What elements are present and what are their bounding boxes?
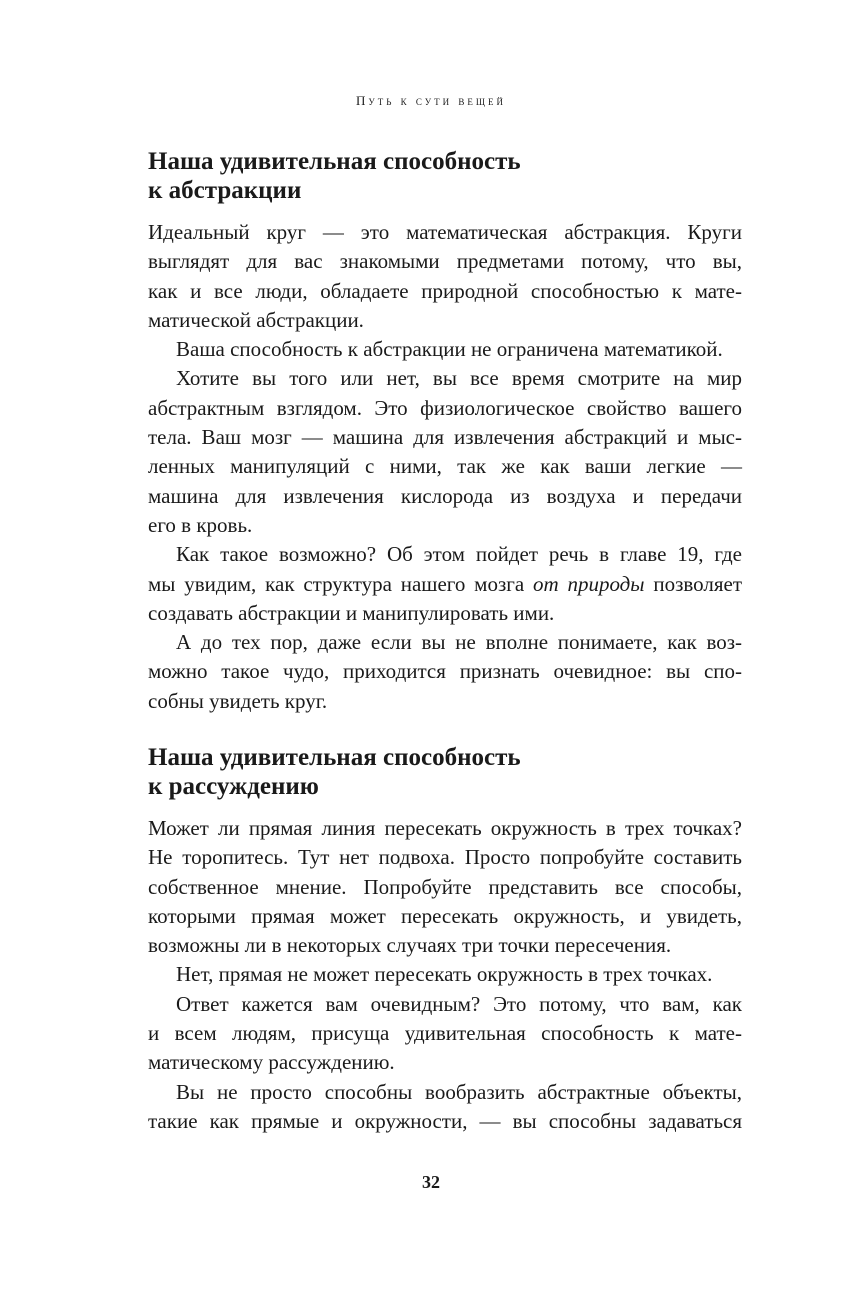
text-line: выглядят для вас знакомыми предметами потому, что вы,: [148, 249, 742, 274]
text-line: Ответ кажется вам очевидным? Это потому, что вам, как: [176, 991, 742, 1016]
text-line: создавать абстракции и манипулировать ими.: [148, 600, 555, 625]
page-number: 32: [422, 1172, 440, 1192]
text-line: собны увидеть круг.: [148, 688, 328, 713]
running-header: Путь к сути вещей: [355, 93, 506, 108]
section-reasoning: [148, 743, 742, 1136]
text-line: Идеальный круг — это математическая абстракция. Круги: [148, 220, 742, 244]
text-line: Хотите вы того или нет, вы все время смотрите на мир: [176, 366, 742, 391]
text-line: возможны ли в некоторых случаях три точки пересечения.: [148, 933, 672, 958]
text-line: Не торопитесь. Тут нет подвоха. Просто попробуйте составить: [148, 845, 742, 870]
text-line: Вы не просто способны вообразить абстрактные объекты,: [176, 1079, 742, 1104]
text-line: матической абстракции.: [148, 307, 364, 332]
text-line: Как такое возможно? Об этом пойдет речь в главе 19, где: [176, 542, 742, 567]
text-line: абстрактным взглядом. Это физиологическое свойство вашего: [148, 395, 742, 420]
text-segment: мы увидим, как структура нашего мозга: [148, 571, 533, 596]
text-line: как и все люди, обладаете природной способностью к мате-: [148, 278, 742, 303]
text-line: можно такое чудо, приходится признать очевидное: вы спо-: [148, 659, 742, 684]
text-line: Может ли прямая линия пересекать окружность в трех точках?: [148, 816, 742, 840]
text-line: такие как прямые и окружности, — вы способны задаваться: [148, 1108, 742, 1133]
text-line: [148, 570, 742, 599]
text-line: Ваша способность к абстракции не ограничена математикой.: [176, 337, 723, 362]
section-heading: Наша удивительная способность: [148, 148, 521, 175]
section-abstraction: [148, 147, 742, 716]
text-line: его в кровь.: [148, 512, 253, 537]
text-line: матическому рассуждению.: [148, 1050, 395, 1075]
text-line: которыми прямая может пересекать окружность, и увидеть,: [148, 903, 742, 928]
text-line: машина для извлечения кислорода из воздуха и передачи: [148, 483, 742, 508]
text-line: Нет, прямая не может пересекать окружность в трех точках.: [176, 962, 713, 987]
section-heading: к абстракции: [148, 177, 302, 204]
emphasis-text: от природы: [533, 571, 645, 596]
text-segment: позволяет: [644, 571, 742, 596]
text-line: ленных манипуляций с ними, так же как ваши легкие —: [148, 454, 742, 479]
section-heading: к рассуждению: [148, 773, 319, 800]
section-heading: Наша удивительная способность: [148, 744, 521, 771]
text-line: тела. Ваш мозг — машина для извлечения абстракций и мыс-: [148, 425, 742, 450]
text-line: и всем людям, присуща удивительная способность к мате-: [148, 1021, 742, 1046]
text-line: собственное мнение. Попробуйте представить все способы,: [148, 874, 742, 899]
text-line: А до тех пор, даже если вы не вполне понимаете, как воз-: [176, 630, 742, 655]
